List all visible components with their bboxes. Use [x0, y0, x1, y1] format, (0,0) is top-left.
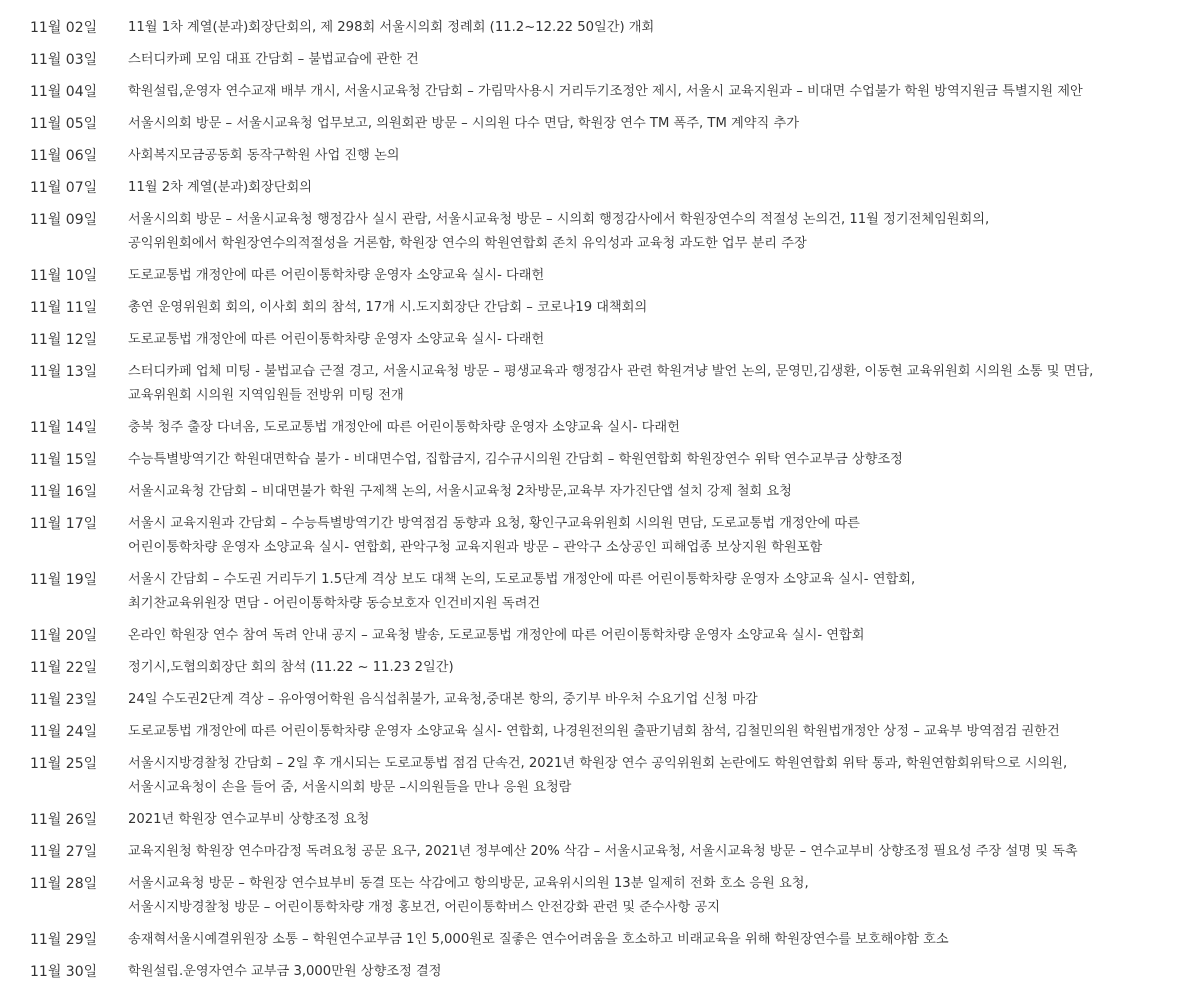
- schedule-description-line: 서울시의회 방문 – 서울시교육청 행정감사 실시 관람, 서울시교육청 방문 – 시의회 행정감사에서 학원장연수의 적절성 논의건, 11월 정기전체임원회의,: [128, 212, 990, 227]
- schedule-date: 11월 04일: [30, 84, 98, 100]
- schedule-date: 11월 28일: [30, 876, 98, 892]
- schedule-description: [128, 752, 1173, 800]
- schedule-description: [128, 416, 1173, 440]
- schedule-description-line: 서울시교육청이 손을 들어 줌, 서울시의회 방문 –시의원들을 만나 응원 요청람: [128, 780, 572, 795]
- schedule-date: 11월 24일: [30, 724, 98, 740]
- schedule-description: [128, 16, 1173, 40]
- schedule-description-line: 서울시의회 방문 – 서울시교육청 업무보고, 의원회관 방문 – 시의원 다수 면담, 학원장 연수 TM 폭주, TM 계약직 추가: [128, 116, 799, 131]
- schedule-description-line: 도로교통법 개정안에 따른 어린이통학차량 운영자 소양교육 실시- 다래헌: [128, 268, 545, 283]
- schedule-description: [128, 656, 1173, 680]
- schedule-description-line: 총연 운영위원회 회의, 이사회 회의 참석, 17개 시.도지회장단 간담회 – 코로나19 대책회의: [128, 300, 648, 315]
- schedule-description: [128, 144, 1173, 168]
- schedule-description-line: 스터디카페 모임 대표 간담회 – 불법교습에 관한 건: [128, 52, 419, 67]
- schedule-date: 11월 07일: [30, 180, 98, 196]
- schedule-description-line: 도로교통법 개정안에 따른 어린이통학차량 운영자 소양교육 실시- 연합회, 나경원전의원 출판기념회 참석, 김철민의원 학원법개정안 상정 – 교육부 방역점검 권한건: [128, 724, 1060, 739]
- schedule-description-line: 사회복지모금공동회 동작구학원 사업 진행 논의: [128, 148, 400, 163]
- schedule-description-line: 24일 수도권2단계 격상 – 유아영어학원 음식섭취불가, 교육청,중대본 항의, 중기부 바우처 수요기업 신청 마감: [128, 692, 758, 707]
- schedule-description-line: 서울시 간담회 – 수도권 거리두기 1.5단계 격상 보도 대책 논의, 도로교통법 개정안에 따른 어린이통학차량 운영자 소양교육 실시- 연합회,: [128, 572, 916, 587]
- schedule-description-line: 공익위원회에서 학원장연수의적절성을 거론함, 학원장 연수의 학원연합회 존치 유익성과 교육청 과도한 업무 분리 주장: [128, 236, 807, 251]
- schedule-date: 11월 17일: [30, 516, 98, 532]
- schedule-description: [128, 48, 1173, 72]
- schedule-description-line: 스터디카페 업체 미팅 - 불법교습 근절 경고, 서울시교육청 방문 – 평생교육과 행정감사 관련 학원겨냥 발언 논의, 문영민,김생환, 이동현 교육위원회 시의원 소통 및 면담,: [128, 364, 1094, 379]
- schedule-description: [128, 872, 1173, 920]
- schedule-date: 11월 03일: [30, 52, 98, 68]
- schedule-description-line: 서울시지방경찰청 간담회 – 2일 후 개시되는 도로교통법 점검 단속건, 2021년 학원장 연수 공익위원회 논란에도 학원연합회 위탁 통과, 학원연함회위탁으로 시의원,: [128, 756, 1068, 771]
- schedule-date: 11월 14일: [30, 420, 98, 436]
- schedule-description: [128, 80, 1173, 104]
- schedule-description: [128, 720, 1173, 744]
- schedule-description: [128, 960, 1173, 984]
- schedule-description: [128, 808, 1173, 832]
- schedule-description: [128, 624, 1173, 648]
- schedule-description-line: 교육위원회 시의원 지역임원들 전방위 미팅 전개: [128, 388, 404, 403]
- schedule-description-line: 도로교통법 개정안에 따른 어린이통학차량 운영자 소양교육 실시- 다래헌: [128, 332, 545, 347]
- schedule-date: 11월 06일: [30, 148, 98, 164]
- schedule-description: [128, 208, 1173, 256]
- schedule-description-line: 온라인 학원장 연수 참여 독려 안내 공지 – 교육청 발송, 도로교통법 개정안에 따른 어린이통학차량 운영자 소양교육 실시- 연합회: [128, 628, 865, 643]
- schedule-description: [128, 264, 1173, 288]
- schedule-date: 11월 29일: [30, 932, 98, 948]
- schedule-description-line: 충북 청주 출장 다녀옴, 도로교통법 개정안에 따른 어린이통학차량 운영자 소양교육 실시- 다래헌: [128, 420, 680, 435]
- schedule-date: 11월 10일: [30, 268, 98, 284]
- schedule-description: [128, 512, 1173, 560]
- schedule-description: [128, 176, 1173, 200]
- schedule-description-line: 교육지원청 학원장 연수마감정 독려요청 공문 요구, 2021년 정부예산 20% 삭감 – 서울시교육청, 서울시교육청 방문 – 연수교부비 상향조정 필요성 주장 설명 및 독촉: [128, 844, 1078, 859]
- schedule-description-line: 11월 1차 계열(분과)회장단회의, 제 298회 서울시의회 정례회 (11.2~12.22 50일간) 개회: [128, 20, 655, 35]
- schedule-description: [128, 360, 1173, 408]
- schedule-date: 11월 13일: [30, 364, 98, 380]
- schedule-description-line: 서울시지방경찰청 방문 – 어린이통학차량 개정 홍보건, 어린이통학버스 안전강화 관련 및 준수사항 공지: [128, 900, 720, 915]
- schedule-description-line: 정기시,도협의회장단 회의 참석 (11.22 ~ 11.23 2일간): [128, 660, 454, 675]
- schedule-description-line: 서울시교육청 방문 – 학원장 연수뵤부비 동결 또는 삭감에고 항의방문, 교육위시의원 13분 일제히 전화 호소 응원 요청,: [128, 876, 809, 891]
- schedule-description: [128, 688, 1173, 712]
- schedule-date: 11월 09일: [30, 212, 98, 228]
- schedule-date: 11월 27일: [30, 844, 98, 860]
- schedule-description: [128, 448, 1173, 472]
- schedule-date: 11월 22일: [30, 660, 98, 676]
- schedule-date: 11월 15일: [30, 452, 98, 468]
- schedule-description-line: 학원설립,운영자 연수교재 배부 개시, 서울시교육청 간담회 – 가림막사용시 거리두기조정안 제시, 서울시 교육지원과 – 비대면 수업불가 학원 방역지원금 특별지원 제안: [128, 84, 1083, 99]
- schedule-description-line: 최기찬교육위원장 면담 - 어린이통학차량 동승보호자 인건비지원 독려건: [128, 596, 541, 611]
- schedule-date: 11월 11일: [30, 300, 98, 316]
- schedule-date: 11월 19일: [30, 572, 98, 588]
- schedule-date: 11월 05일: [30, 116, 98, 132]
- schedule-description-line: 서울시교육청 간담회 – 비대면불가 학원 구제책 논의, 서울시교육청 2차방문,교육부 자가진단앱 설치 강제 철회 요청: [128, 484, 792, 499]
- schedule-description: [128, 480, 1173, 504]
- schedule-date: 11월 16일: [30, 484, 98, 500]
- schedule-date: 11월 25일: [30, 756, 98, 772]
- schedule-date: 11월 26일: [30, 812, 98, 828]
- schedule-description-line: 학원설립.운영자연수 교부금 3,000만원 상향조정 결정: [128, 964, 442, 979]
- schedule-description-line: 송재혁서울시예결위원장 소통 – 학원연수교부금 1인 5,000원로 질좋은 연수어려움을 호소하고 비래교육을 위해 학원장연수를 보호해야함 호소: [128, 932, 949, 947]
- schedule-date: 11월 30일: [30, 964, 98, 980]
- schedule-description: [128, 296, 1173, 320]
- schedule-date: 11월 12일: [30, 332, 98, 348]
- schedule-description: [128, 112, 1173, 136]
- schedule-date: 11월 02일: [30, 20, 98, 36]
- schedule-description: [128, 840, 1173, 864]
- schedule-date: 11월 23일: [30, 692, 98, 708]
- schedule-description-line: 2021년 학원장 연수교부비 상향조정 요청: [128, 812, 370, 827]
- schedule-description-line: 어린이통학차량 운영자 소양교육 실시- 연합회, 관악구청 교육지원과 방문 – 관악구 소상공인 피해업종 보상지원 학원포함: [128, 540, 823, 555]
- schedule-description-line: 수능특별방역기간 학원대면학습 불가 - 비대면수업, 집합금지, 김수규시의원 간담회 – 학원연합회 학원장연수 위탁 연수교부금 상향조정: [128, 452, 903, 467]
- schedule-date: 11월 20일: [30, 628, 98, 644]
- schedule-description-line: 11월 2차 계열(분과)회장단회의: [128, 180, 312, 195]
- schedule-description-line: 서울시 교육지원과 간담회 – 수능특별방역기간 방역점검 동향과 요청, 황인구교육위원회 시의원 면담, 도로교통법 개정안에 따른: [128, 516, 860, 531]
- schedule-description: [128, 928, 1173, 952]
- schedule-description: [128, 568, 1173, 616]
- schedule-description: [128, 328, 1173, 352]
